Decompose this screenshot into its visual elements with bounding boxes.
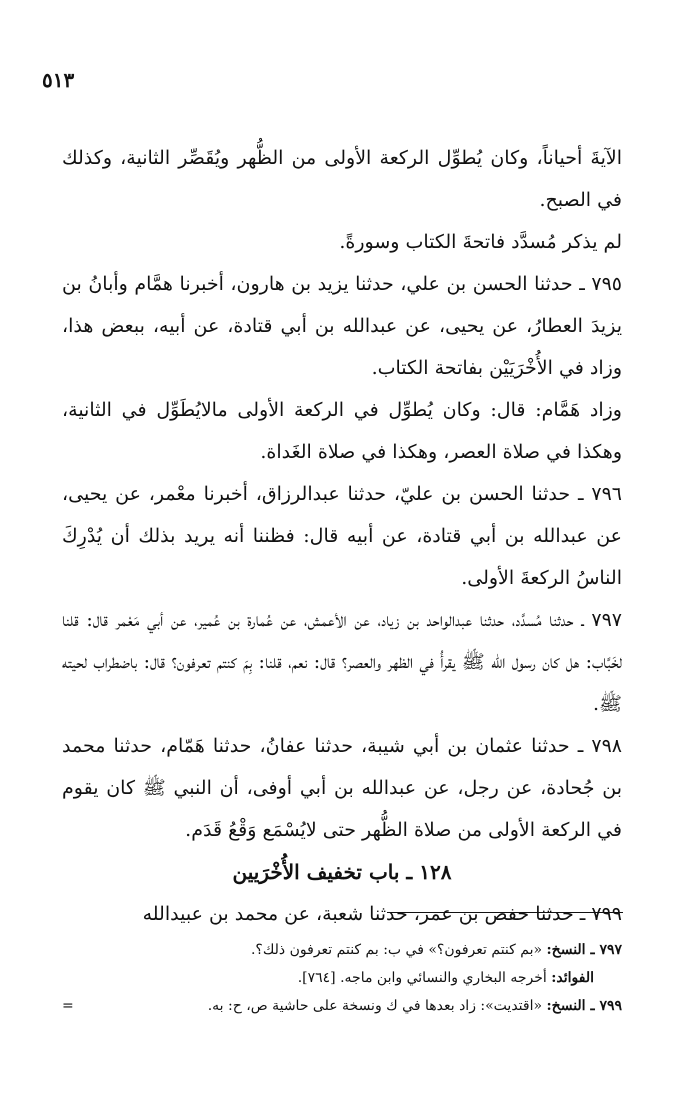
paragraph: ٧٩٥ ـ حدثنا الحسن بن علي، حدثنا يزيد بن هارون، أخبرنا همَّام وأبانُ بن يزيدَ العطارُ، عن يحيى، عن عبدالله بن أبي قتادة، عن أبيه، ببعض هذا، وزاد في الأُخْرَيَيْن بفاتحة الكتاب. <box>62 273 622 379</box>
paragraph: ٧٩٨ ـ حدثنا عثمان بن أبي شيبة، حدثنا عفانُ، حدثنا هَمّام، حدثنا محمد بن جُحادة، عن رجل، عن عبدالله بن أبي أوفى، أن النبي ﷺ كان يقوم في الركعة الأولى من صلاة الظُّهر حتى لايُسْمَع وَقْعُ قَدَم. <box>62 735 622 841</box>
footnote-label: الفوائد: <box>551 970 594 986</box>
footnote-label: ٧٩٩ ـ النسخ: <box>546 998 622 1014</box>
footnote-text: «اقتديت»: زاد بعدها في ك ونسخة على حاشية ص، ح: به. <box>207 998 547 1014</box>
paragraph: ٧٩٩ ـ حدثنا حفص بن عمر، حدثنا شعبة، عن محمد بن عبيدالله <box>142 903 622 925</box>
continuation-mark: = <box>62 998 74 1014</box>
footnote-text: «بم كنتم تعرفون؟» في ب: بم كنتم تعرفون ذلك؟. <box>250 942 547 958</box>
paragraph: ٧٩٦ ـ حدثنا الحسن بن عليّ، حدثنا عبدالرزاق، أخبرنا معْمر، عن يحيى، عن عبدالله بن أبي قتادة، عن أبيه قال: فظننا أنه يريد بذلك أن يُدْرِكَ الناسُ الركعةَ الأولى. <box>62 483 622 589</box>
paragraph: لم يذكر مُسدَّد فاتحةَ الكتاب وسورةً. <box>339 231 622 253</box>
footnote <box>62 964 622 992</box>
footnote <box>62 936 622 964</box>
paragraph: وزاد هَمَّام: قال: وكان يُطوِّل في الركعة الأولى مالايُطَوِّل في الثانية، وهكذا في صلاة العصر، وهكذا في صلاة الغَداة. <box>62 399 622 463</box>
page-number: ٥١٣ <box>42 68 75 92</box>
footnote-divider <box>387 912 623 913</box>
paragraph: الآيةَ أحياناً، وكان يُطوِّل الركعة الأولى من الظُّهر ويُقَصِّر الثانية، وكذلك في الصبح. <box>62 147 622 211</box>
paragraph: ٧٩٧ ـ حدثنا مُسدَّد، حدثنا عبدالواحد بن زياد، عن الأعمش، عن عُمارة بن عُمير، عن أبي مَعْمر قال: قلنا لخَبَّاب: هل كان رسول الله ﷺ يقرأُ في الظهر والعصر؟ قال: نعم، قلنا: بِمَ كنتم تعرفون؟ قال: باضطراب لحيته ﷺ. <box>62 609 622 715</box>
footnotes <box>62 936 622 1020</box>
footnote-label: ٧٩٧ ـ النسخ: <box>546 942 622 958</box>
main-text <box>62 137 622 935</box>
chapter-heading: ١٢٨ ـ باب تخفيف الأُخْرَيين <box>232 860 452 884</box>
footnote <box>62 992 622 1020</box>
footnote-text: أخرجه البخاري والنسائي وابن ماجه. [٧٦٤]. <box>297 970 552 986</box>
